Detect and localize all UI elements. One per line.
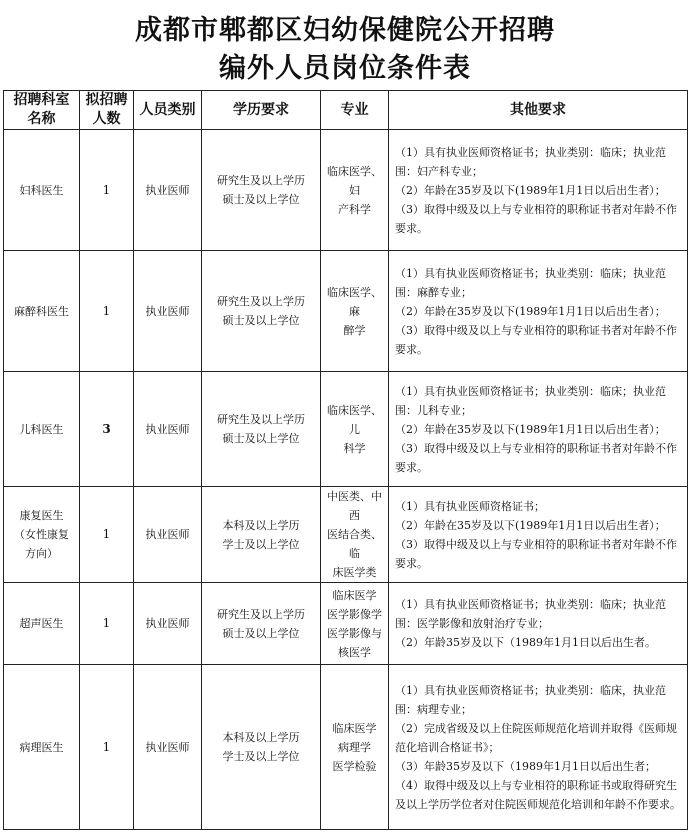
requirement-item: （1）具有执业医师资格证书；执业类别：临床；执业范围：妇产科专业；: [395, 145, 666, 178]
table-row: [4, 583, 688, 665]
category-cell: 执业医师: [134, 665, 202, 830]
count-cell: 1: [80, 665, 134, 830]
requirement-item: （2）年龄35岁及以下（1989年1月1日以后出生者。: [395, 636, 656, 649]
education-cell: 研究生及以上学历 硕士及以上学位: [202, 583, 321, 665]
category-cell: 执业医师: [134, 487, 202, 583]
category-cell: 执业医师: [134, 372, 202, 487]
document-title-line2: 编外人员岗位条件表: [219, 53, 471, 84]
category-cell: 执业医师: [134, 251, 202, 372]
category-cell: 执业医师: [134, 130, 202, 251]
major-cell: 临床医学、儿 科学: [321, 372, 389, 487]
major-cell: 临床医学 医学影像学 医学影像与 核医学: [321, 583, 389, 665]
header-requirements: 其他要求: [389, 91, 688, 130]
dept-cell: 儿科医生: [4, 372, 80, 487]
count-cell: 3: [80, 372, 134, 487]
dept-cell: 康复医生 （女性康复 方向）: [4, 487, 80, 583]
requirement-item: （2）年龄在35岁及以下(1989年1月1日以后出生者）；: [395, 518, 666, 532]
requirements-cell: [389, 665, 688, 830]
requirements-cell: [389, 372, 688, 487]
category-cell: 执业医师: [134, 583, 202, 665]
table-header-row: [4, 91, 688, 130]
header-major: 专业: [321, 91, 389, 130]
requirement-item: （3）取得中级及以上与专业相符的职称证书者对年龄不作要求。: [395, 202, 677, 235]
header-category: 人员类别: [134, 91, 202, 130]
document-title-line1: 成都市郫都区妇幼保健院公开招聘: [135, 15, 555, 46]
requirement-item: （2）年龄在35岁及以下(1989年1月1日以后出生者）；: [395, 304, 666, 318]
table-row: [4, 487, 688, 583]
dept-cell: 妇科医生: [4, 130, 80, 251]
education-cell: 研究生及以上学历 硕士及以上学位: [202, 130, 321, 251]
table-row: [4, 251, 688, 372]
requirement-item: （1）具有执业医师资格证书；执业类别：临床，执业范围：病理专业；: [395, 683, 666, 716]
header-count: 拟招聘 人数: [80, 91, 134, 130]
requirement-item: （1）具有执业医师资格证书；执业类别：临床；执业范围：麻醉专业；: [395, 266, 666, 299]
header-dept: 招聘科室 名称: [4, 91, 80, 130]
requirement-item: （4）取得中级及以上与专业相符的职称证书或取得研究生及以上学历学位者对住院医师规范化培训和年龄不作要求。: [395, 778, 681, 811]
requirement-item: （3）取得中级及以上与专业相符的职称证书者对年龄不作要求。: [395, 441, 677, 474]
requirement-item: （3）取得中级及以上与专业相符的职称证书者对年龄不作要求。: [395, 323, 677, 356]
requirement-item: （2）年龄在35岁及以下(1989年1月1日以后出生者）；: [395, 183, 666, 197]
requirement-item: （3）取得中级及以上与专业相符的职称证书者对年龄不作要求。: [395, 537, 677, 570]
dept-cell: 超声医生: [4, 583, 80, 665]
requirement-item: （1）具有执业医师资格证书；执业类别：临床；执业范围：儿科专业；: [395, 384, 666, 417]
requirement-item: （3）年龄35岁及以下（1989年1月1日以后出生者；: [395, 759, 656, 773]
requirement-item: （2）完成省级及以上住院医师规范化培训并取得《医师规范化培训合格证书》；: [395, 721, 677, 754]
education-cell: 研究生及以上学历 硕士及以上学位: [202, 372, 321, 487]
major-cell: 临床医学 病理学 医学检验: [321, 665, 389, 830]
requirements-cell: [389, 130, 688, 251]
table-row: [4, 372, 688, 487]
count-cell: 1: [80, 251, 134, 372]
requirement-item: （1）具有执业医师资格证书；执业类别：临床；执业范围：医学影像和放射治疗专业；: [395, 598, 666, 630]
education-cell: 本科及以上学历 学士及以上学位: [202, 487, 321, 583]
header-education: 学历要求: [202, 91, 321, 130]
requirements-cell: [389, 583, 688, 665]
count-cell: 1: [80, 583, 134, 665]
requirement-item: （2）年龄在35岁及以下(1989年1月1日以后出生者）；: [395, 422, 666, 436]
major-cell: 临床医学、妇 产科学: [321, 130, 389, 251]
count-cell: 1: [80, 130, 134, 251]
major-cell: 中医类、中西 医结合类、临 床医学类: [321, 487, 389, 583]
education-cell: 本科及以上学历 学士及以上学位: [202, 665, 321, 830]
positions-table: [3, 90, 688, 830]
table-row: [4, 130, 688, 251]
dept-cell: 病理医生: [4, 665, 80, 830]
education-cell: 研究生及以上学历 硕士及以上学位: [202, 251, 321, 372]
dept-cell: 麻醉科医生: [4, 251, 80, 372]
table-row: [4, 665, 688, 830]
major-cell: 临床医学、麻 醉学: [321, 251, 389, 372]
count-cell: 1: [80, 487, 134, 583]
requirements-cell: [389, 251, 688, 372]
requirements-cell: [389, 487, 688, 583]
requirement-item: （1）具有执业医师资格证书；: [395, 499, 545, 513]
